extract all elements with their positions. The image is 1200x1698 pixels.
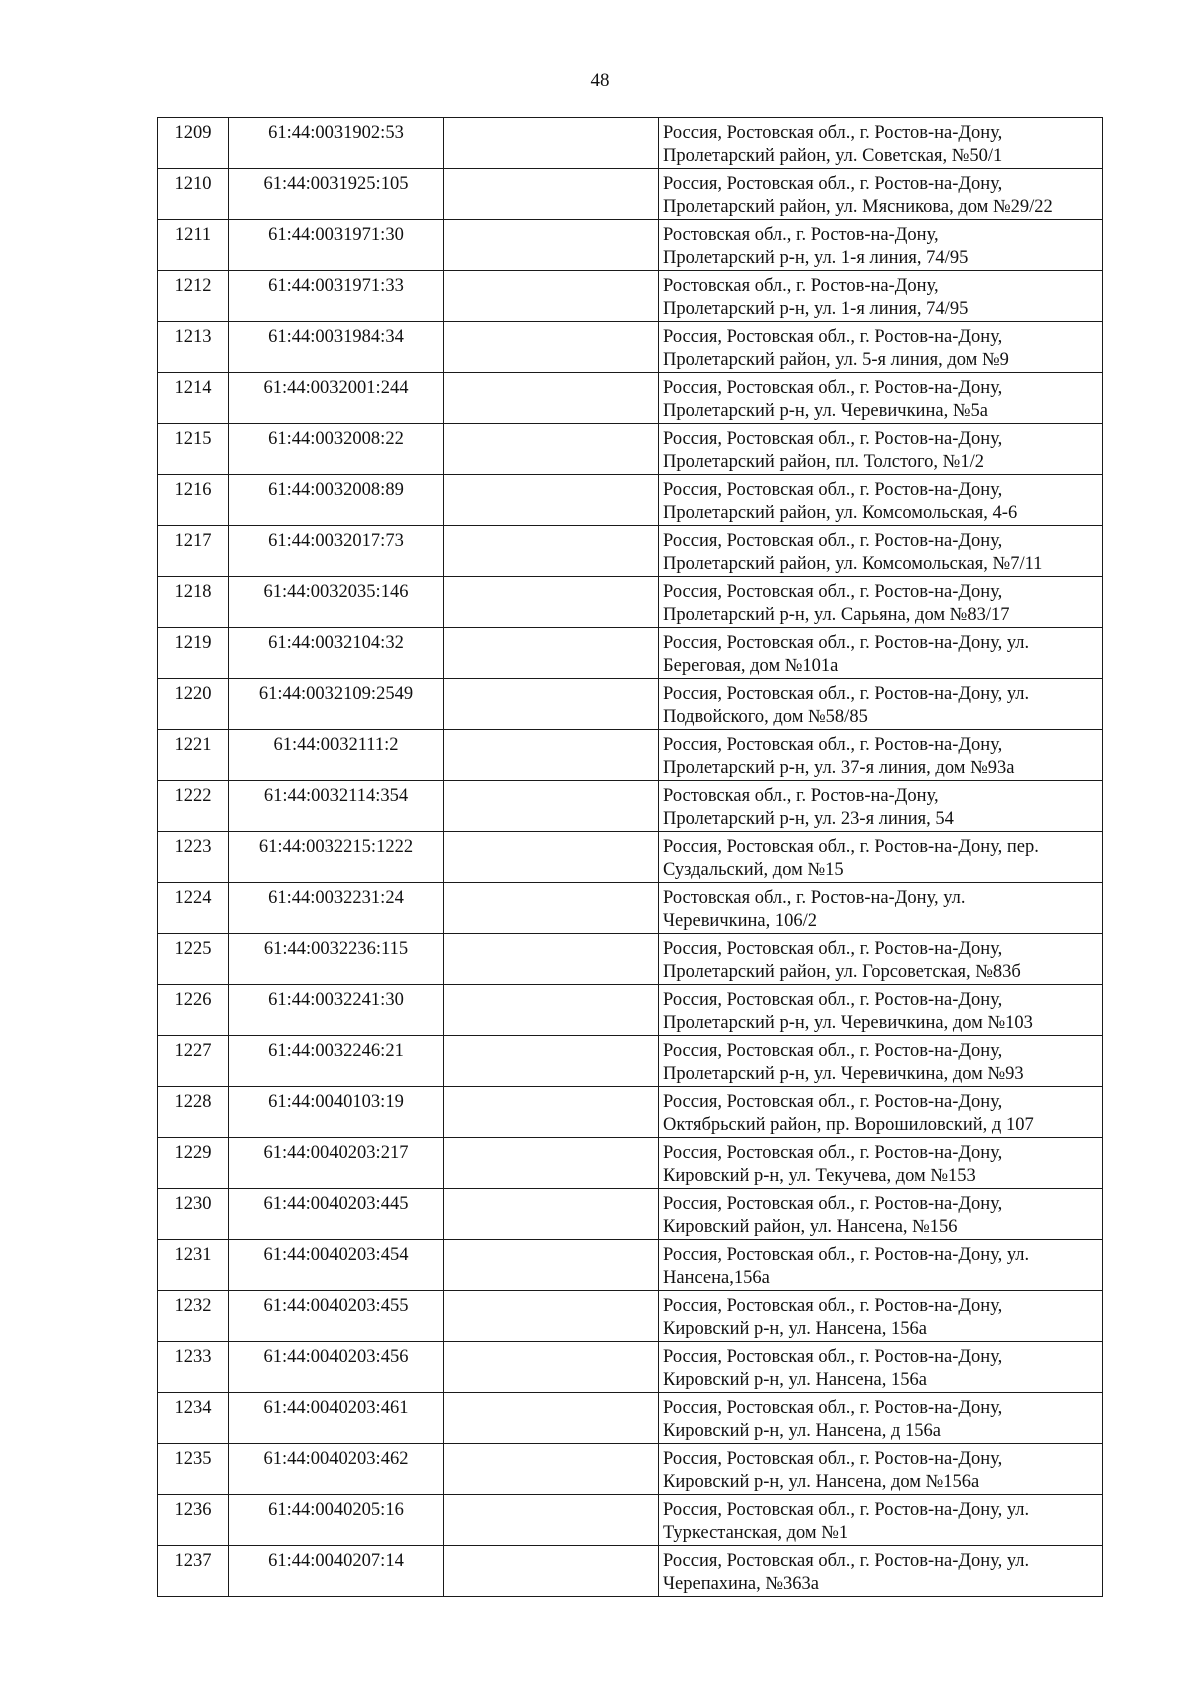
empty-cell (444, 1240, 659, 1291)
cadastral-number-cell: 61:44:0040203:456 (229, 1342, 444, 1393)
address-line: Кировский район, ул. Нансена, №156 (663, 1217, 958, 1237)
address-line: Пролетарский р-н, ул. 1-я линия, 74/95 (663, 248, 969, 268)
cadastral-number-cell: 61:44:0032111:2 (229, 730, 444, 781)
empty-cell (444, 1444, 659, 1495)
cadastral-number-cell: 61:44:0032104:32 (229, 628, 444, 679)
row-number-cell: 1227 (158, 1036, 229, 1087)
empty-cell (444, 679, 659, 730)
address-line: Ростовская обл., г. Ростов-на-Дону, (663, 276, 939, 296)
address-cell (659, 118, 1103, 169)
address-line: Пролетарский р-н, ул. 37-я линия, дом №93а (663, 758, 1015, 778)
address-line: Пролетарский р-н, ул. Черевичкина, дом №103 (663, 1013, 1033, 1033)
address-line: Россия, Ростовская обл., г. Ростов-на-Дону, (663, 1347, 1003, 1367)
row-number-cell: 1216 (158, 475, 229, 526)
empty-cell (444, 883, 659, 934)
address-line: Пролетарский район, пл. Толстого, №1/2 (663, 452, 984, 472)
address-line: Подвойского, дом №58/85 (663, 707, 868, 727)
empty-cell (444, 220, 659, 271)
row-number-cell: 1228 (158, 1087, 229, 1138)
registry-table (157, 117, 1103, 1597)
address-line: Пролетарский район, ул. Мясникова, дом №29/22 (663, 197, 1053, 217)
row-number-cell: 1211 (158, 220, 229, 271)
address-cell (659, 220, 1103, 271)
address-line: Суздальский, дом №15 (663, 860, 844, 880)
row-number-cell: 1234 (158, 1393, 229, 1444)
address-line: Россия, Ростовская обл., г. Ростов-на-Дону, (663, 1092, 1003, 1112)
address-line: Россия, Ростовская обл., г. Ростов-на-Дону, (663, 378, 1003, 398)
address-line: Россия, Ростовская обл., г. Ростов-на-Дону, (663, 480, 1003, 500)
empty-cell (444, 934, 659, 985)
address-cell (659, 1240, 1103, 1291)
cadastral-number-cell: 61:44:0031925:105 (229, 169, 444, 220)
row-number-cell: 1226 (158, 985, 229, 1036)
table-row (158, 577, 1103, 628)
cadastral-number-cell: 61:44:0032215:1222 (229, 832, 444, 883)
row-number-cell: 1236 (158, 1495, 229, 1546)
table-row (158, 1444, 1103, 1495)
address-line: Россия, Ростовская обл., г. Ростов-на-Дону, ул. (663, 1245, 1030, 1265)
row-number-cell: 1219 (158, 628, 229, 679)
address-line: Береговая, дом №101а (663, 656, 839, 676)
table-row (158, 1189, 1103, 1240)
address-cell (659, 1393, 1103, 1444)
empty-cell (444, 781, 659, 832)
registry-table-body (158, 118, 1103, 1597)
cadastral-number-cell: 61:44:0032114:354 (229, 781, 444, 832)
cadastral-number-cell: 61:44:0040203:217 (229, 1138, 444, 1189)
address-cell (659, 424, 1103, 475)
address-cell (659, 1291, 1103, 1342)
empty-cell (444, 1189, 659, 1240)
address-cell (659, 679, 1103, 730)
empty-cell (444, 628, 659, 679)
cadastral-number-cell: 61:44:0032008:89 (229, 475, 444, 526)
cadastral-number-cell: 61:44:0040203:454 (229, 1240, 444, 1291)
table-row (158, 832, 1103, 883)
address-line: Кировский р-н, ул. Нансена, 156а (663, 1319, 927, 1339)
row-number-cell: 1223 (158, 832, 229, 883)
address-line: Пролетарский район, ул. Советская, №50/1 (663, 146, 1003, 166)
address-cell (659, 1189, 1103, 1240)
row-number-cell: 1222 (158, 781, 229, 832)
address-line: Пролетарский район, ул. Комсомольская, №7/11 (663, 554, 1043, 574)
row-number-cell: 1209 (158, 118, 229, 169)
address-line: Пролетарский р-н, ул. Черевичкина, №5а (663, 401, 988, 421)
row-number-cell: 1210 (158, 169, 229, 220)
cadastral-number-cell: 61:44:0031984:34 (229, 322, 444, 373)
empty-cell (444, 985, 659, 1036)
table-row (158, 934, 1103, 985)
address-cell (659, 577, 1103, 628)
table-row (158, 475, 1103, 526)
empty-cell (444, 730, 659, 781)
table-row (158, 883, 1103, 934)
table-row (158, 373, 1103, 424)
address-cell (659, 1087, 1103, 1138)
address-cell (659, 526, 1103, 577)
address-line: Россия, Ростовская обл., г. Ростов-на-Дону, ул. (663, 684, 1030, 704)
address-line: Пролетарский р-н, ул. Черевичкина, дом №93 (663, 1064, 1024, 1084)
address-line: Пролетарский р-н, ул. 23-я линия, 54 (663, 809, 954, 829)
empty-cell (444, 832, 659, 883)
empty-cell (444, 424, 659, 475)
empty-cell (444, 1546, 659, 1597)
table-row (158, 985, 1103, 1036)
table-row (158, 1495, 1103, 1546)
cadastral-number-cell: 61:44:0032231:24 (229, 883, 444, 934)
address-line: Пролетарский район, ул. Комсомольская, 4-6 (663, 503, 1018, 523)
row-number-cell: 1233 (158, 1342, 229, 1393)
empty-cell (444, 1138, 659, 1189)
table-row (158, 1393, 1103, 1444)
address-line: Россия, Ростовская обл., г. Ростов-на-Дону, ул. (663, 633, 1030, 653)
address-line: Октябрьский район, пр. Ворошиловский, д 107 (663, 1115, 1034, 1135)
cadastral-number-cell: 61:44:0031971:30 (229, 220, 444, 271)
table-row (158, 169, 1103, 220)
cadastral-number-cell: 61:44:0032246:21 (229, 1036, 444, 1087)
empty-cell (444, 1291, 659, 1342)
row-number-cell: 1231 (158, 1240, 229, 1291)
cadastral-number-cell: 61:44:0032241:30 (229, 985, 444, 1036)
cadastral-number-cell: 61:44:0032035:146 (229, 577, 444, 628)
address-line: Пролетарский р-н, ул. Сарьяна, дом №83/17 (663, 605, 1010, 625)
address-cell (659, 169, 1103, 220)
empty-cell (444, 1087, 659, 1138)
empty-cell (444, 271, 659, 322)
empty-cell (444, 1393, 659, 1444)
address-line: Россия, Ростовская обл., г. Ростов-на-Дону, (663, 1041, 1003, 1061)
address-cell (659, 475, 1103, 526)
cadastral-number-cell: 61:44:0032109:2549 (229, 679, 444, 730)
address-line: Россия, Ростовская обл., г. Ростов-на-Дону, (663, 1449, 1003, 1469)
address-line: Россия, Ростовская обл., г. Ростов-на-Дону, (663, 1398, 1003, 1418)
address-line: Кировский р-н, ул. Нансена, 156а (663, 1370, 927, 1390)
row-number-cell: 1212 (158, 271, 229, 322)
address-line: Россия, Ростовская обл., г. Ростов-на-Дону, ул. (663, 1500, 1030, 1520)
row-number-cell: 1237 (158, 1546, 229, 1597)
table-row (158, 1087, 1103, 1138)
empty-cell (444, 169, 659, 220)
address-line: Черепахина, №363а (663, 1574, 819, 1594)
address-line: Россия, Ростовская обл., г. Ростов-на-Дону, (663, 429, 1003, 449)
address-cell (659, 271, 1103, 322)
table-row (158, 424, 1103, 475)
empty-cell (444, 322, 659, 373)
address-cell (659, 832, 1103, 883)
address-cell (659, 628, 1103, 679)
table-row (158, 1138, 1103, 1189)
table-row (158, 526, 1103, 577)
row-number-cell: 1235 (158, 1444, 229, 1495)
address-cell (659, 730, 1103, 781)
address-cell (659, 1138, 1103, 1189)
row-number-cell: 1215 (158, 424, 229, 475)
address-line: Россия, Ростовская обл., г. Ростов-на-Дону, (663, 123, 1003, 143)
page-number: 48 (590, 70, 610, 91)
address-line: Россия, Ростовская обл., г. Ростов-на-Дону, (663, 174, 1003, 194)
cadastral-number-cell: 61:44:0040103:19 (229, 1087, 444, 1138)
row-number-cell: 1230 (158, 1189, 229, 1240)
address-line: Россия, Ростовская обл., г. Ростов-на-Дону, (663, 531, 1003, 551)
address-cell (659, 322, 1103, 373)
address-cell (659, 1444, 1103, 1495)
address-cell (659, 934, 1103, 985)
table-row (158, 271, 1103, 322)
address-line: Пролетарский район, ул. Горсоветская, №83б (663, 962, 1021, 982)
cadastral-number-cell: 61:44:0040207:14 (229, 1546, 444, 1597)
address-line: Туркестанская, дом №1 (663, 1523, 849, 1543)
address-line: Кировский р-н, ул. Нансена, д 156а (663, 1421, 941, 1441)
row-number-cell: 1225 (158, 934, 229, 985)
empty-cell (444, 1342, 659, 1393)
address-line: Россия, Ростовская обл., г. Ростов-на-Дону, (663, 735, 1003, 755)
row-number-cell: 1224 (158, 883, 229, 934)
empty-cell (444, 1495, 659, 1546)
address-line: Россия, Ростовская обл., г. Ростов-на-Дону, пер. (663, 837, 1039, 857)
address-cell (659, 985, 1103, 1036)
cadastral-number-cell: 61:44:0040203:455 (229, 1291, 444, 1342)
cadastral-number-cell: 61:44:0032008:22 (229, 424, 444, 475)
table-row (158, 1240, 1103, 1291)
table-row (158, 322, 1103, 373)
empty-cell (444, 475, 659, 526)
address-line: Россия, Ростовская обл., г. Ростов-на-Дону, ул. (663, 1551, 1030, 1571)
address-line: Россия, Ростовская обл., г. Ростов-на-Дону, (663, 939, 1003, 959)
address-line: Россия, Ростовская обл., г. Ростов-на-Дону, (663, 1296, 1003, 1316)
cadastral-number-cell: 61:44:0031902:53 (229, 118, 444, 169)
table-row (158, 118, 1103, 169)
row-number-cell: 1220 (158, 679, 229, 730)
address-line: Россия, Ростовская обл., г. Ростов-на-Дону, (663, 1143, 1003, 1163)
cadastral-number-cell: 61:44:0040203:445 (229, 1189, 444, 1240)
empty-cell (444, 577, 659, 628)
address-line: Нансена,156а (663, 1268, 770, 1288)
address-line: Ростовская обл., г. Ростов-на-Дону, (663, 786, 939, 806)
address-cell (659, 883, 1103, 934)
row-number-cell: 1229 (158, 1138, 229, 1189)
table-row (158, 730, 1103, 781)
address-cell (659, 781, 1103, 832)
table-row (158, 1291, 1103, 1342)
table-row (158, 1036, 1103, 1087)
row-number-cell: 1218 (158, 577, 229, 628)
empty-cell (444, 526, 659, 577)
address-cell (659, 1546, 1103, 1597)
empty-cell (444, 1036, 659, 1087)
table-row (158, 1342, 1103, 1393)
address-line: Кировский р-н, ул. Нансена, дом №156а (663, 1472, 980, 1492)
address-line: Ростовская обл., г. Ростов-на-Дону, ул. (663, 888, 966, 908)
row-number-cell: 1217 (158, 526, 229, 577)
empty-cell (444, 118, 659, 169)
table-row (158, 781, 1103, 832)
cadastral-number-cell: 61:44:0032001:244 (229, 373, 444, 424)
cadastral-number-cell: 61:44:0031971:33 (229, 271, 444, 322)
address-line: Россия, Ростовская обл., г. Ростов-на-Дону, (663, 1194, 1003, 1214)
address-cell (659, 1495, 1103, 1546)
address-line: Россия, Ростовская обл., г. Ростов-на-Дону, (663, 327, 1003, 347)
row-number-cell: 1221 (158, 730, 229, 781)
cadastral-number-cell: 61:44:0032236:115 (229, 934, 444, 985)
table-row (158, 1546, 1103, 1597)
address-line: Кировский р-н, ул. Текучева, дом №153 (663, 1166, 976, 1186)
cadastral-number-cell: 61:44:0040203:461 (229, 1393, 444, 1444)
address-line: Россия, Ростовская обл., г. Ростов-на-Дону, (663, 990, 1003, 1010)
empty-cell (444, 373, 659, 424)
cadastral-number-cell: 61:44:0040205:16 (229, 1495, 444, 1546)
table-row (158, 628, 1103, 679)
address-line: Россия, Ростовская обл., г. Ростов-на-Дону, (663, 582, 1003, 602)
address-line: Пролетарский район, ул. 5-я линия, дом №9 (663, 350, 1009, 370)
address-line: Черевичкина, 106/2 (663, 911, 818, 931)
row-number-cell: 1232 (158, 1291, 229, 1342)
cadastral-number-cell: 61:44:0040203:462 (229, 1444, 444, 1495)
address-cell (659, 1342, 1103, 1393)
row-number-cell: 1213 (158, 322, 229, 373)
table-row (158, 679, 1103, 730)
row-number-cell: 1214 (158, 373, 229, 424)
address-cell (659, 1036, 1103, 1087)
address-line: Пролетарский р-н, ул. 1-я линия, 74/95 (663, 299, 969, 319)
address-cell (659, 373, 1103, 424)
cadastral-number-cell: 61:44:0032017:73 (229, 526, 444, 577)
table-row (158, 220, 1103, 271)
address-line: Ростовская обл., г. Ростов-на-Дону, (663, 225, 939, 245)
